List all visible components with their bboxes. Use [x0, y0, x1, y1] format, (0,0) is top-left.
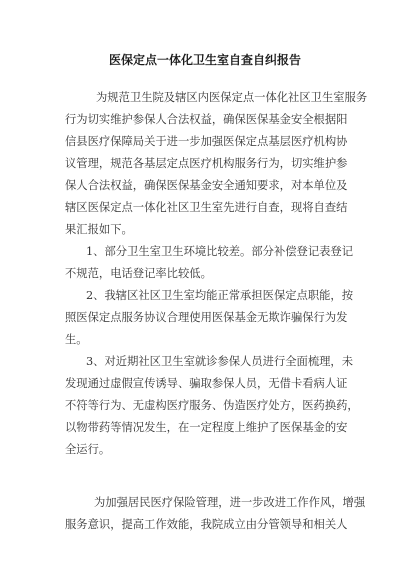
paragraph-3-line-2: 照医保定点服务协议合理使用医保基金无欺诈骗保行为发	[65, 311, 348, 324]
paragraph-1-line-3: 信县医疗保障局关于进一步加强医保定点基层医疗机构协	[65, 135, 348, 148]
paragraph-5-line-1: 为加强居民医疗保险管理，进一步改进工作作风，增强	[94, 496, 366, 509]
paragraph-2-line-1: 1、部分卫生室卫生环境比较差。部分补偿登记表登记	[86, 245, 354, 258]
paragraph-4-line-2: 发现通过虚假宣传诱导、骗取参保人员，无借卡看病人证	[65, 377, 348, 390]
paragraph-4-line-3: 不符等行为、无虚构医疗服务、伪造医疗处方，医药换药，	[65, 399, 359, 412]
paragraph-5-line-2: 服务意识，提高工作效能，我院成立由分管领导和相关人	[65, 518, 348, 531]
paragraph-1-line-1: 为规范卫生院及辖区内医保定点一体化社区卫生室服务	[96, 91, 368, 104]
paragraph-4-line-5: 全运行。	[65, 443, 111, 456]
paragraph-3-line-1: 2、我辖区社区卫生室均能正常承担医保定点职能，按	[86, 289, 354, 302]
paragraph-4-line-1: 3、对近期社区卫生室就诊参保人员进行全面梳理，未	[86, 355, 354, 368]
paragraph-1-line-4: 议管理，规范各基层定点医疗机构服务行为，切实维护参	[65, 157, 348, 170]
paragraph-1-line-6: 辖区医保定点一体化社区卫生室先进行自查，现将自查结	[65, 201, 348, 214]
paragraph-2-line-2: 不规范，电话登记率比较低。	[65, 267, 212, 280]
paragraph-1-line-7: 果汇报如下。	[65, 223, 133, 236]
paragraph-1-line-2: 行为切实维护参保人合法权益，确保医保基金安全根据阳	[65, 113, 348, 126]
document-title: 医保定点一体化卫生室自查自纠报告	[108, 53, 301, 67]
paragraph-1-line-5: 保人合法权益，确保医保基金安全通知要求，对本单位及	[65, 179, 348, 192]
paragraph-3-line-3: 生。	[65, 333, 88, 346]
paragraph-4-line-4: 以物带药等情况发生，在一定程度上维护了医保基金的安	[65, 421, 348, 434]
